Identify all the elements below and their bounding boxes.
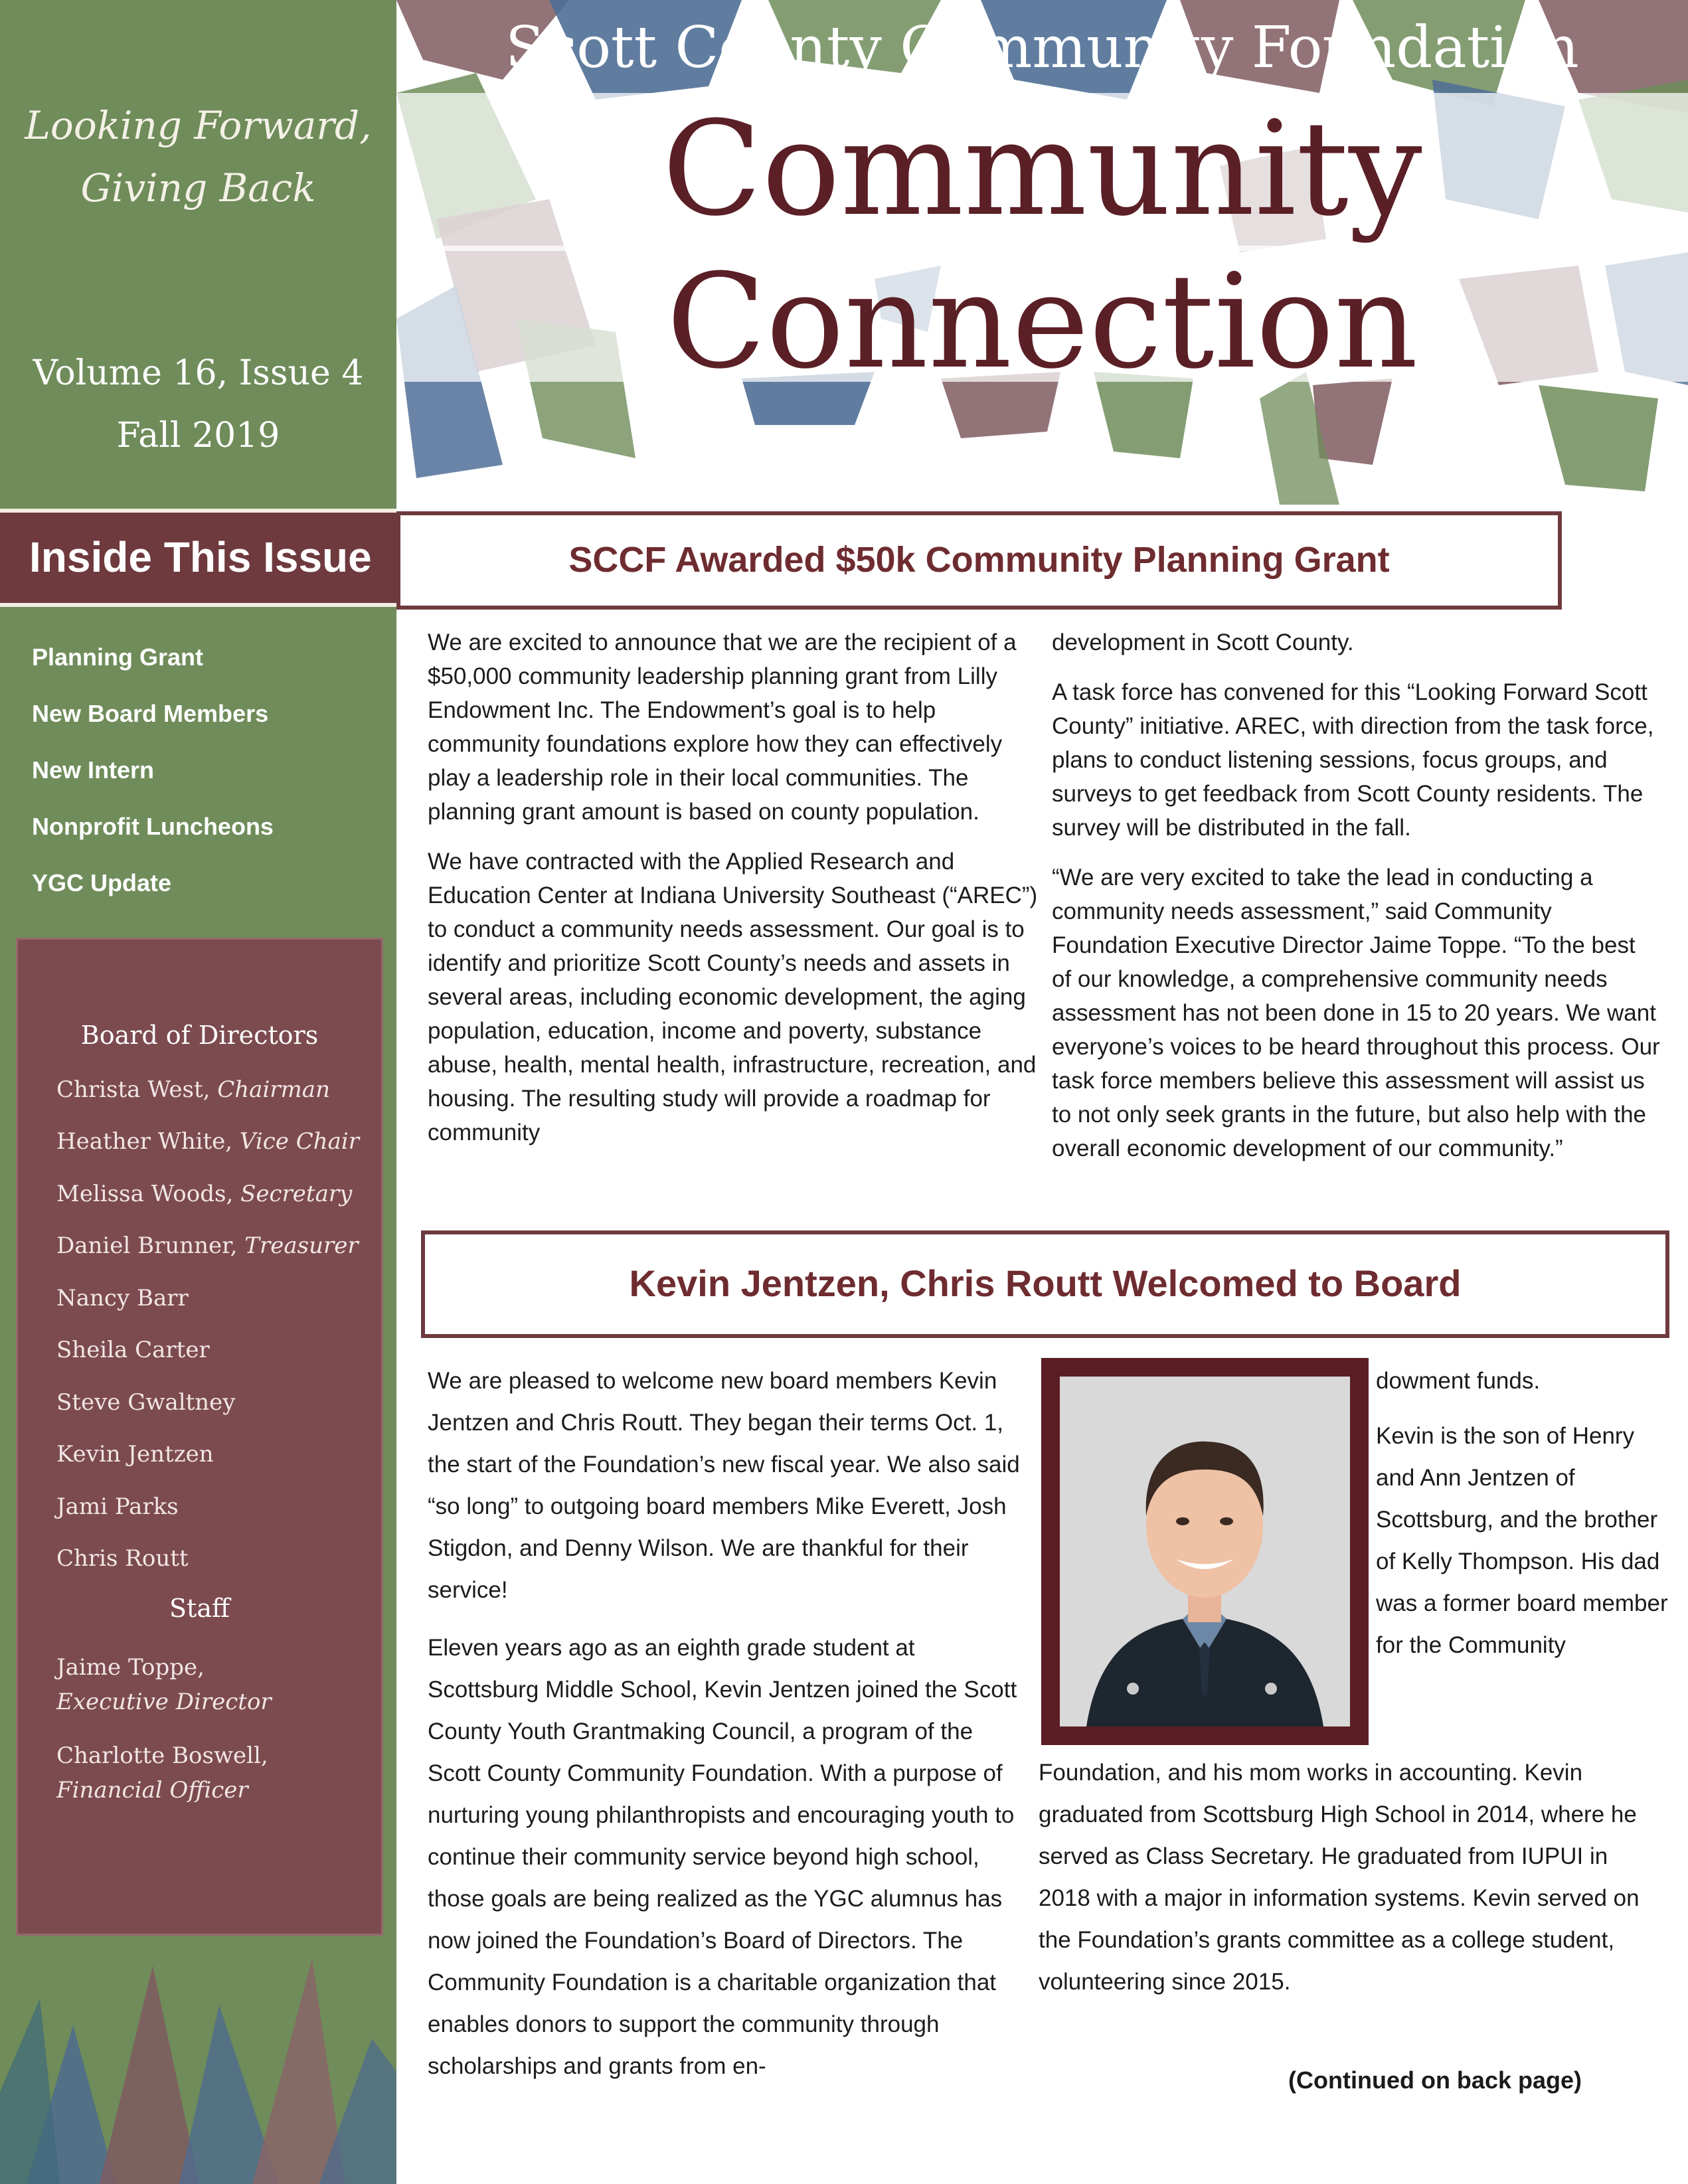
board-member bbox=[56, 1232, 359, 1259]
paragraph: We have contracted with the Applied Research and Education Center at Indiana University Southeast (“AREC”) to conduct a community needs assessment. Our goal is to identify and prioritize Scott County’s needs and assets in several areas, including economic development, the aging population, education, income and poverty, substance abuse, health, mental health, infrastructure, recreation, and housing. The resulting study will provide a roadmap for community bbox=[428, 849, 1038, 1145]
person-portrait-icon bbox=[1060, 1377, 1350, 1726]
board-member bbox=[56, 1285, 189, 1311]
member-name: Heather White, bbox=[56, 1128, 240, 1155]
paragraph: A task force has convened for this “Looking Forward Scott County” initiative. AREC, with direction from the task force, plans to conduct listening sessions, focus groups, and surveys to get feedback from Scott County residents. The survey will be distributed in the fall. bbox=[1052, 679, 1654, 841]
board-member bbox=[56, 1128, 359, 1155]
staff-member bbox=[56, 1650, 272, 1719]
inside-this-issue-title: Inside This Issue bbox=[29, 533, 372, 581]
member-name: Melissa Woods, bbox=[56, 1181, 241, 1207]
staff-title: Staff bbox=[169, 1594, 230, 1623]
member-role: Vice Chair bbox=[239, 1128, 360, 1155]
board-of-directors-box bbox=[16, 938, 383, 1936]
leaf-decoration bbox=[0, 1919, 396, 2184]
member-name: Sheila Carter bbox=[56, 1337, 210, 1363]
sidebar bbox=[0, 0, 396, 2184]
member-name: Jami Parks bbox=[56, 1493, 179, 1520]
member-name: Daniel Brunner, bbox=[56, 1232, 245, 1259]
member-name: Kevin Jentzen bbox=[56, 1441, 214, 1468]
table-of-contents bbox=[32, 637, 274, 920]
member-name: Christa West, bbox=[56, 1076, 218, 1103]
paragraph: dowment funds. bbox=[1376, 1368, 1541, 1394]
paragraph: development in Scott County. bbox=[1052, 630, 1354, 655]
photo-image bbox=[1060, 1377, 1350, 1726]
board-member bbox=[56, 1076, 330, 1103]
article1-right-column bbox=[1052, 626, 1660, 1181]
member-role: Treasurer bbox=[244, 1232, 359, 1259]
staff-member bbox=[56, 1738, 268, 1807]
member-role: Secretary bbox=[240, 1181, 353, 1207]
board-member bbox=[56, 1493, 179, 1520]
member-name: Chris Routt bbox=[56, 1545, 189, 1572]
paragraph: We are excited to announce that we are the recipient of a $50,000 community leadership planning grant from Lilly Endowment Inc. The Endowment’s goal is to help community foundations explore how they can effectively play a leadership role in their local communities. The planning grant amount is based on county population. bbox=[428, 630, 1017, 825]
article2-headline: Kevin Jentzen, Chris Routt Welcomed to Board bbox=[421, 1230, 1669, 1338]
toc-item-planning-grant[interactable]: Planning Grant bbox=[32, 643, 204, 671]
inside-this-issue-header bbox=[0, 509, 396, 607]
board-title: Board of Directors bbox=[80, 1021, 319, 1050]
staff-name: Charlotte Boswell, bbox=[56, 1742, 268, 1769]
paragraph: We are pleased to welcome new board members Kevin Jentzen and Chris Routt. They began their terms Oct. 1, the start of the Foundation’s new fiscal year. We also said “so long” to outgoing board members Mike Everett, Josh Stigdon, and Denny Wilson. We are thankful for their service! bbox=[428, 1368, 1020, 1603]
tagline-line: Giving Back bbox=[80, 165, 316, 210]
board-member bbox=[56, 1441, 214, 1468]
member-name: Steve Gwaltney bbox=[56, 1389, 236, 1416]
article2-right-column-bottom bbox=[1039, 1752, 1656, 2003]
article1-headline: SCCF Awarded $50k Community Planning Grant bbox=[396, 511, 1562, 610]
member-role: Chairman bbox=[217, 1076, 330, 1103]
portrait-photo bbox=[1041, 1358, 1369, 1745]
continued-on-back-page[interactable]: (Continued on back page) bbox=[1288, 2066, 1582, 2094]
toc-item-new-intern[interactable]: New Intern bbox=[32, 756, 155, 784]
paragraph: Foundation, and his mom works in accounting. Kevin graduated from Scottsburg High School in 2014, where he served as Class Secretary. He graduated from IUPUI in 2018 with a major in information systems. Kevin served on the Foundation’s grants committee as a college student, volunteering since 2015. bbox=[1039, 1760, 1640, 1995]
paragraph: Kevin is the son of Henry and Ann Jentzen of Scottsburg, and the brother of Kelly Thompson. His dad was a former board member for the Community bbox=[1376, 1423, 1668, 1658]
newsletter-title-line1: Community bbox=[662, 94, 1422, 245]
toc-item-new-board-members[interactable]: New Board Members bbox=[32, 700, 269, 727]
article2-right-column-top bbox=[1376, 1360, 1668, 1679]
article1-left-column bbox=[428, 626, 1040, 1165]
toc-item-nonprofit-luncheons[interactable]: Nonprofit Luncheons bbox=[32, 813, 274, 840]
masthead bbox=[396, 0, 1688, 505]
staff-role: Financial Officer bbox=[56, 1777, 248, 1804]
organization-name: Scott County Community Foundation bbox=[505, 15, 1579, 81]
staff-role: Executive Director bbox=[56, 1689, 272, 1715]
paragraph: Eleven years ago as an eighth grade student at Scottsburg Middle School, Kevin Jentzen joined the Scott County Youth Grantmaking Council, a program of the Scott County Community Foundation. With a purpose of nurturing young philanthropists and encouraging youth to continue their community service beyond high school, those goals are being realized as the YGC alumnus has now joined the Foundation’s Board of Directors. The Community Foundation is a charitable organization that enables donors to support the community through scholarships and grants from en- bbox=[428, 1635, 1017, 2079]
volume-issue: Volume 16, Issue 4 bbox=[33, 353, 364, 393]
member-name: Nancy Barr bbox=[56, 1285, 189, 1311]
article2-left-column bbox=[428, 1360, 1022, 2103]
paragraph: “We are very excited to take the lead in conducting a community needs assessment,” said Community Foundation Executive Director Jaime Toppe. “To the best of our knowledge, a comprehensive community needs assessment has not been done in 15 to 20 years. We want everyone’s voices to be heard throughout this process. Our task force members believe this assessment will assist us to not only seek grants in the future, but also help with the overall economic development of our community.” bbox=[1052, 865, 1660, 1161]
toc-item-ygc-update[interactable]: YGC Update bbox=[32, 869, 172, 896]
tagline bbox=[0, 94, 396, 219]
board-member bbox=[56, 1337, 210, 1363]
issue-info bbox=[0, 342, 396, 467]
board-member bbox=[56, 1545, 189, 1572]
board-member bbox=[56, 1389, 236, 1416]
season: Fall 2019 bbox=[116, 416, 280, 456]
tagline-line: Looking Forward, bbox=[25, 103, 372, 148]
staff-name: Jaime Toppe, bbox=[56, 1654, 205, 1681]
newsletter-title-line2: Connection bbox=[666, 246, 1418, 398]
board-member bbox=[56, 1181, 352, 1207]
